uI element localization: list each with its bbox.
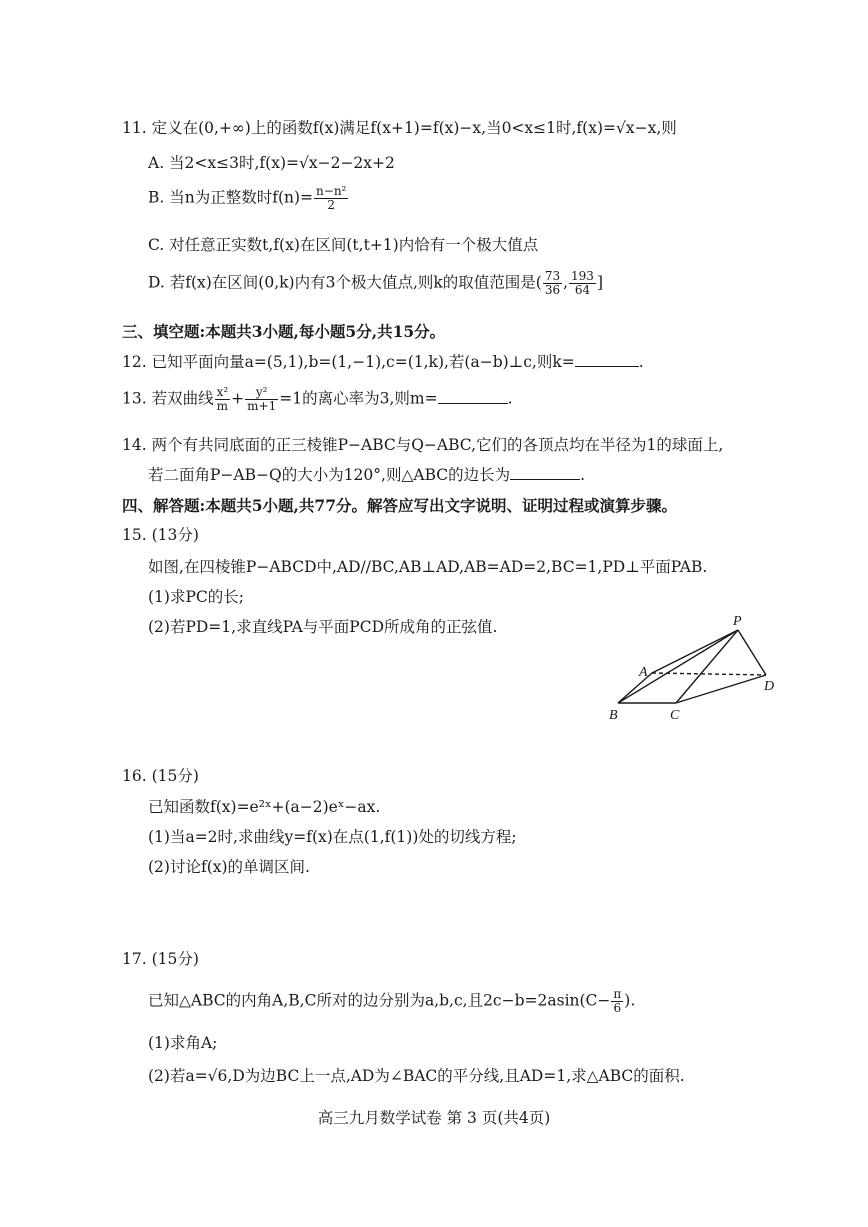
q17-stem <box>148 988 635 1015</box>
q11-d-f2-numerator: 193 <box>571 269 594 283</box>
q13-answer-blank[interactable] <box>438 402 508 404</box>
section-4-heading: 四、解答题:本题共5小题,共77分。解答应写出文字说明、证明过程或演算步骤。 <box>122 496 677 515</box>
q13-plus: + <box>231 389 245 408</box>
q12-period: . <box>638 353 644 371</box>
edge-pc <box>676 630 738 703</box>
q16-stem: 已知函数f(x)=e²ˣ+(a−2)eˣ−ax. <box>148 798 381 816</box>
q17-denominator: 6 <box>613 1001 622 1016</box>
q14-line-1: 14. 两个有共同底面的正三棱锥P−ABC与Q−ABC,它们的各顶点均在半径为1的球面上, <box>122 436 724 454</box>
vertex-label-p: P <box>733 614 742 629</box>
q12-stem: 12. 已知平面向量a=(5,1),b=(1,−1),c=(1,k),若(a−b)⊥c,则k= <box>122 353 575 371</box>
q12-text <box>122 355 644 371</box>
q15-pyramid-figure <box>600 608 790 723</box>
q11-d-bracket: ] <box>596 273 603 292</box>
q14-answer-blank[interactable] <box>510 478 580 480</box>
q13-pre: 13. 若双曲线 <box>122 389 214 408</box>
q11-option-a: A. 当2<x≤3时,f(x)=√x−2−2x+2 <box>148 154 395 172</box>
q11-option-b-text: B. 当n为正整数时f(n)= <box>148 188 314 207</box>
q11-option-b <box>148 185 349 212</box>
q11-d-fraction-1 <box>543 270 562 297</box>
q13-f1-numerator: x² <box>216 385 229 399</box>
q17-part-1: (1)求角A; <box>148 1034 218 1052</box>
q17-stem-pre: 已知△ABC的内角A,B,C所对的边分别为a,b,c,且2c−b=2asin(C− <box>148 991 611 1010</box>
q11-d-fraction-2 <box>569 270 596 297</box>
q14-line-2-text: 若二面角P−AB−Q的大小为120°,则△ABC的边长为 <box>148 466 511 484</box>
q13-text <box>122 386 513 413</box>
q13-f1-denominator: m <box>216 399 229 414</box>
q16-heading: 16. (15分) <box>122 767 199 785</box>
q11-stem: 11. 定义在(0,+∞)上的函数f(x)满足f(x+1)=f(x)−x,当0<x≤1时,f(x)=√x−x,则 <box>122 119 677 137</box>
q11-d-comma: , <box>563 273 569 292</box>
vertex-label-c: C <box>670 708 680 723</box>
edge-cd <box>676 675 766 703</box>
q13-fraction-1 <box>215 386 231 413</box>
q13-fraction-2 <box>245 386 278 413</box>
q14-period: . <box>580 466 586 484</box>
q14-line-2 <box>148 468 585 484</box>
q11-d-f2-denominator: 64 <box>574 283 591 298</box>
q11-option-d <box>148 270 603 297</box>
q13-f2-numerator: y² <box>245 386 278 400</box>
q13-period: . <box>507 389 513 408</box>
vertex-label-a: A <box>639 665 648 680</box>
q15-stem: 如图,在四棱锥P−ABCD中,AD//BC,AB⊥AD,AB=AD=2,BC=1,PD⊥平面PAB. <box>148 558 708 576</box>
q15-part-2: (2)若PD=1,求直线PA与平面PCD所成角的正弦值. <box>148 618 498 636</box>
q11-b-numerator: n−n² <box>316 184 347 198</box>
edge-ad-hidden <box>652 673 766 675</box>
edge-pd <box>738 630 766 675</box>
q16-part-2: (2)讨论f(x)的单调区间. <box>148 858 310 876</box>
page-footer: 高三九月数学试卷 第 3 页(共4页) <box>317 1109 551 1127</box>
vertex-label-d: D <box>764 679 775 694</box>
q11-b-denominator: 2 <box>327 198 336 213</box>
q13-f2-denominator: m+1 <box>247 399 277 414</box>
edge-pa <box>652 630 738 673</box>
q12-answer-blank[interactable] <box>575 365 639 367</box>
q13-post: =1的离心率为3,则m= <box>279 389 438 408</box>
q11-option-b-fraction <box>314 185 348 212</box>
q17-numerator: π <box>613 987 622 1001</box>
q11-option-d-text: D. 若f(x)在区间(0,k)内有3个极大值点,则k的取值范围是( <box>148 273 542 292</box>
q17-fraction <box>611 988 623 1015</box>
q11-option-c: C. 对任意正实数t,f(x)在区间(t,t+1)内恰有一个极大值点 <box>148 236 539 254</box>
section-3-heading: 三、填空题:本题共3小题,每小题5分,共15分。 <box>122 322 446 341</box>
q11-d-f1-numerator: 73 <box>544 269 561 283</box>
q15-heading: 15. (13分) <box>122 526 199 544</box>
q17-part-2: (2)若a=√6,D为边BC上一点,AD为∠BAC的平分线,且AD=1,求△ABC的面积. <box>148 1067 685 1085</box>
q17-stem-post: ). <box>624 991 636 1010</box>
q15-part-1: (1)求PC的长; <box>148 588 244 606</box>
q16-part-1: (1)当a=2时,求曲线y=f(x)在点(1,f(1))处的切线方程; <box>148 828 517 846</box>
q11-d-f1-denominator: 36 <box>544 283 561 298</box>
vertex-label-b: B <box>609 708 618 723</box>
edge-pb <box>618 630 738 703</box>
q17-heading: 17. (15分) <box>122 950 199 968</box>
